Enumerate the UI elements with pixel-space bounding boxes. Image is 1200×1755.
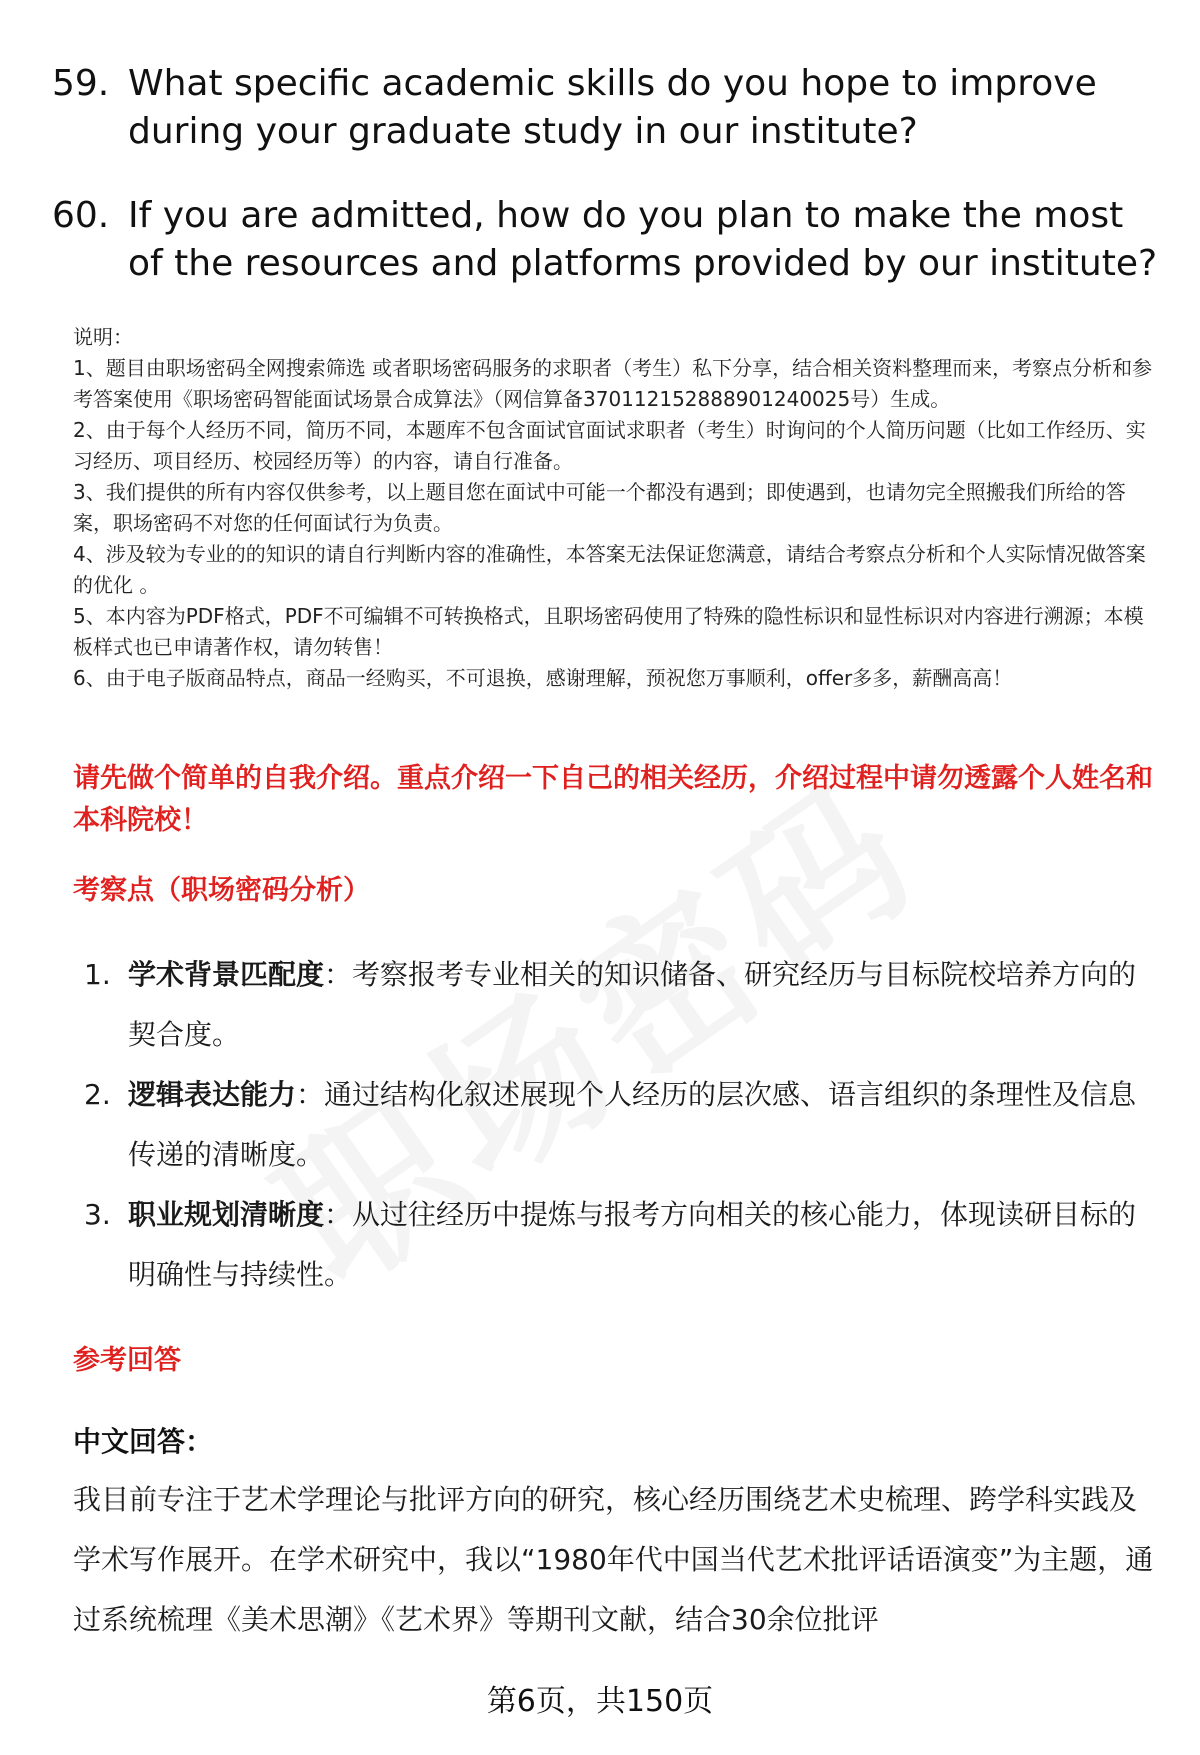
question-item — [52, 192, 1162, 288]
page-footer: 第6页，共150页 — [486, 1684, 714, 1719]
question-number: 59. — [52, 63, 110, 104]
notes-title: 说明： — [73, 325, 133, 349]
chinese-answer-heading: 中文回答： — [73, 1425, 214, 1458]
analysis-point — [84, 945, 1164, 1065]
note-item: 4、涉及较为专业的的知识的请自行判断内容的准确性，本答案无法保证您满意，请结合考察点分析和个人实际情况做答案的优化 。 — [73, 542, 1146, 597]
analysis-point — [84, 1065, 1164, 1185]
note-item: 1、题目由职场密码全网搜索筛选 或者职场密码服务的求职者（考生）私下分享，结合相关资料整理而来，考察点分析和参考答案使用《职场密码智能面试场景合成算法》（网信算备370112152888901240025号）生成。 — [73, 356, 1153, 411]
question-list — [52, 60, 1162, 324]
point-title: 学术背景匹配度 — [128, 958, 325, 991]
point-title: 职业规划清晰度 — [128, 1198, 325, 1231]
note-item: 5、本内容为PDF格式，PDF不可编辑不可转换格式，且职场密码使用了特殊的隐性标识和显性标识对内容进行溯源；本模板样式也已申请著作权，请勿转售！ — [73, 604, 1144, 659]
chinese-answer-text: 我目前专注于艺术学理论与批评方向的研究，核心经历围绕艺术史梳理、跨学科实践及学术写作展开。在学术研究中，我以“1980年代中国当代艺术批评话语演变”为主题，通过系统梳理《美术思潮》《艺术界》等期刊文献，结合30余位批评 — [73, 1483, 1154, 1636]
point-body: ：通过结构化叙述展现个人经历的层次感、语言组织的条理性及信息传递的清晰度。 — [128, 1078, 1137, 1171]
point-title: 逻辑表达能力 — [128, 1078, 297, 1111]
point-body: ：从过往经历中提炼与报考方向相关的核心能力，体现读研目标的明确性与持续性。 — [128, 1198, 1137, 1291]
notes-block — [73, 322, 1163, 694]
point-body: ：考察报考专业相关的知识储备、研究经历与目标院校培养方向的契合度。 — [128, 958, 1137, 1051]
reference-heading: 参考回答 — [73, 1345, 181, 1376]
note-item: 2、由于每个人经历不同，简历不同，本题库不包含面试官面试求职者（考生）时询问的个人简历问题（比如工作经历、实习经历、项目经历、校园经历等）的内容，请自行准备。 — [73, 418, 1146, 473]
question-text: What specific academic skills do you hope to improve during your graduate study in our institute? — [128, 63, 1097, 152]
analysis-point — [84, 1185, 1164, 1305]
analysis-heading: 考察点（职场密码分析） — [73, 875, 370, 906]
question-number: 60. — [52, 195, 110, 236]
note-item: 3、我们提供的所有内容仅供参考，以上题目您在面试中可能一个都没有遇到；即使遇到，也请勿完全照搬我们所给的答案，职场密码不对您的任何面试行为负责。 — [73, 480, 1126, 535]
question-text: If you are admitted, how do you plan to make the most of the resources and platforms provided by our institute? — [128, 195, 1158, 284]
analysis-points — [84, 945, 1164, 1305]
interview-question: 请先做个简单的自我介绍。重点介绍一下自己的相关经历，介绍过程中请勿透露个人姓名和本科院校！ — [73, 763, 1153, 836]
question-item — [52, 60, 1162, 156]
point-number: 3. — [84, 1198, 111, 1231]
note-item: 6、由于电子版商品特点，商品一经购买，不可退换，感谢理解，预祝您万事顺利，offer多多，薪酬高高！ — [73, 666, 1013, 690]
point-number: 2. — [84, 1078, 111, 1111]
point-number: 1. — [84, 958, 111, 991]
